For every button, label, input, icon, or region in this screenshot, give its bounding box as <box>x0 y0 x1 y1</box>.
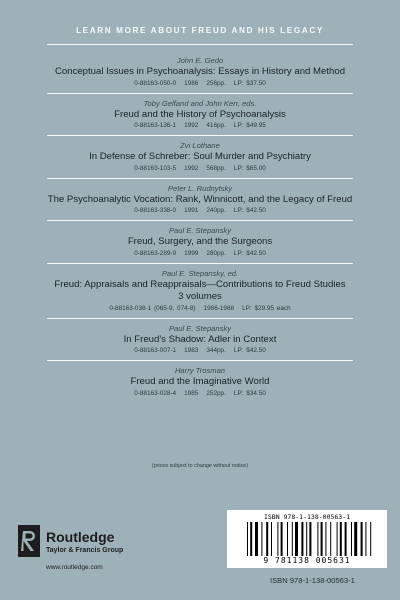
book-title: The Psychoanalytic Vocation: Rank, Winnicott, and the Legacy of Freud <box>47 193 353 205</box>
barcode-bar <box>321 522 323 556</box>
book-pages: 252pp. <box>206 389 226 397</box>
book-price: LP: $37.50 <box>233 79 266 87</box>
book-meta <box>0 164 400 174</box>
section-header: LEARN MORE ABOUT FREUD AND HIS LEGACY <box>76 26 324 35</box>
barcode-bar <box>361 522 363 556</box>
book-pages: 568pp. <box>206 164 226 172</box>
barcode-bar <box>277 522 278 556</box>
book-isbn: 0-88163-103-5 <box>134 164 177 172</box>
book-entry <box>0 55 400 94</box>
book-pages: 256pp. <box>206 79 226 87</box>
book-year: 1985 <box>184 389 199 397</box>
book-title: Freud: Appraisals and Reappraisals—Contributions to Freud Studies <box>54 278 346 290</box>
book-author: Peter L. Rudnytsky <box>167 183 233 193</box>
book-list <box>0 55 400 403</box>
barcode-bar <box>340 522 342 556</box>
barcode-bar <box>271 522 272 556</box>
publisher-group: Taylor & Francis Group <box>46 547 124 554</box>
book-price: LP: $34.50 <box>233 389 266 397</box>
barcode-bar <box>330 522 331 556</box>
book-isbn: 0-88163-007-1 <box>134 347 177 354</box>
barcode-bar <box>250 522 252 556</box>
entry-divider <box>47 178 353 179</box>
routledge-logo-icon <box>18 525 40 557</box>
barcode-bar <box>337 522 338 556</box>
book-isbn: 0-88163-338-0 <box>134 207 177 214</box>
book-price: LP: $42.50 <box>233 249 266 257</box>
book-entry <box>0 140 400 179</box>
book-isbn: 0-88163-050-0 <box>134 79 177 87</box>
isbn-label: ISBN 978-1-138-00563-1 <box>270 576 355 585</box>
barcode-bar <box>261 522 262 556</box>
book-author: Paul E. Stepansky, ed. <box>161 268 239 278</box>
book-isbn: 0-88163-038-1 (065-9, 074-8) <box>109 304 196 312</box>
book-author: John E. Gedo <box>176 56 224 65</box>
book-entry <box>0 268 400 319</box>
entry-divider <box>47 93 353 94</box>
book-year: 1992 <box>184 122 199 129</box>
entry-divider <box>47 263 353 264</box>
book-title: Freud and the Imaginative World <box>130 376 270 387</box>
book-meta <box>0 249 400 259</box>
book-entry <box>0 98 400 137</box>
book-meta <box>0 79 400 89</box>
barcode-bar <box>266 522 268 556</box>
entry-divider <box>47 220 353 221</box>
barcode-bar <box>287 522 288 556</box>
book-title-line2: 3 volumes <box>178 291 222 302</box>
barcode-bars <box>247 522 379 556</box>
prices-note: (prices subject to change without notice) <box>151 463 249 469</box>
book-author: Zvi Lothane <box>180 141 220 150</box>
barcode-digits: 9 781138 005631 <box>263 556 351 565</box>
book-meta <box>0 304 400 314</box>
book-entry <box>0 183 400 222</box>
barcode-bar <box>292 522 293 556</box>
book-isbn: 0-88163-028-4 <box>134 389 177 397</box>
book-author: Paul E. Stepansky <box>168 323 232 333</box>
book-price: LP: $42.50 <box>233 207 266 214</box>
publisher-name: Routledge <box>46 529 115 545</box>
book-pages: 240pp. <box>206 207 226 214</box>
book-author: Paul E. Stepansky <box>168 226 232 235</box>
publisher-url: www.routledge.com <box>46 564 103 571</box>
barcode-bar <box>247 522 248 556</box>
book-author: Harry Trosman <box>174 366 226 375</box>
book-title: Freud and the History of Psychoanalysis <box>114 108 286 120</box>
book-year: 1991 <box>184 207 199 214</box>
barcode-bar <box>309 522 311 556</box>
book-meta <box>0 389 400 399</box>
book-author: Toby Gelfand and John Kerr, eds. <box>143 98 257 108</box>
book-pages: 344pp. <box>206 347 226 354</box>
book-entry <box>0 225 400 264</box>
barcode-bar <box>255 522 258 556</box>
entry-divider <box>47 360 353 361</box>
header-rule <box>47 44 353 45</box>
barcode-bar <box>370 522 371 556</box>
barcode-bar <box>317 522 318 556</box>
barcode-bar <box>345 522 347 556</box>
book-title: In Freud's Shadow: Adler in Context <box>123 333 277 345</box>
book-pages: 416pp. <box>206 122 226 129</box>
barcode-isbn-top: ISBN 978-1-138-00563-1 <box>263 513 351 521</box>
barcode-bar <box>351 522 352 556</box>
barcode-bar <box>365 522 366 556</box>
book-price: LP: $29.95 each <box>242 304 291 312</box>
book-title: Freud, Surgery, and the Surgeons <box>127 236 273 247</box>
barcode-bar <box>301 522 303 556</box>
book-meta <box>0 346 400 356</box>
book-isbn: 0-88163-136-1 <box>134 122 177 129</box>
entry-divider <box>47 318 353 319</box>
barcode-bar <box>306 522 307 556</box>
book-year: 1983 <box>184 347 199 354</box>
book-year: 1986 <box>184 79 199 87</box>
book-price: LP: $42.50 <box>233 347 266 354</box>
book-isbn: 0-88163-289-9 <box>134 249 177 257</box>
book-title: Conceptual Issues in Psychoanalysis: Essays in History and Method <box>54 66 346 77</box>
book-meta <box>0 206 400 216</box>
barcode-bar <box>281 522 283 556</box>
barcode-bar <box>354 522 357 556</box>
book-meta <box>0 121 400 131</box>
barcode-bar <box>295 522 298 556</box>
barcode-bar <box>325 522 326 556</box>
book-entry <box>0 323 400 362</box>
barcode <box>227 510 387 568</box>
publisher-logo <box>18 525 168 585</box>
book-year: 1986-1988 <box>203 304 235 312</box>
book-year: 1992 <box>184 164 199 172</box>
book-price: LP: $49.95 <box>233 122 266 129</box>
book-title: In Defense of Schreber: Soul Murder and Psychiatry <box>89 151 311 162</box>
book-price: LP: $65.00 <box>233 164 266 172</box>
book-pages: 280pp. <box>206 249 226 257</box>
book-year: 1999 <box>184 249 199 257</box>
entry-divider <box>47 135 353 136</box>
book-entry <box>0 365 400 399</box>
